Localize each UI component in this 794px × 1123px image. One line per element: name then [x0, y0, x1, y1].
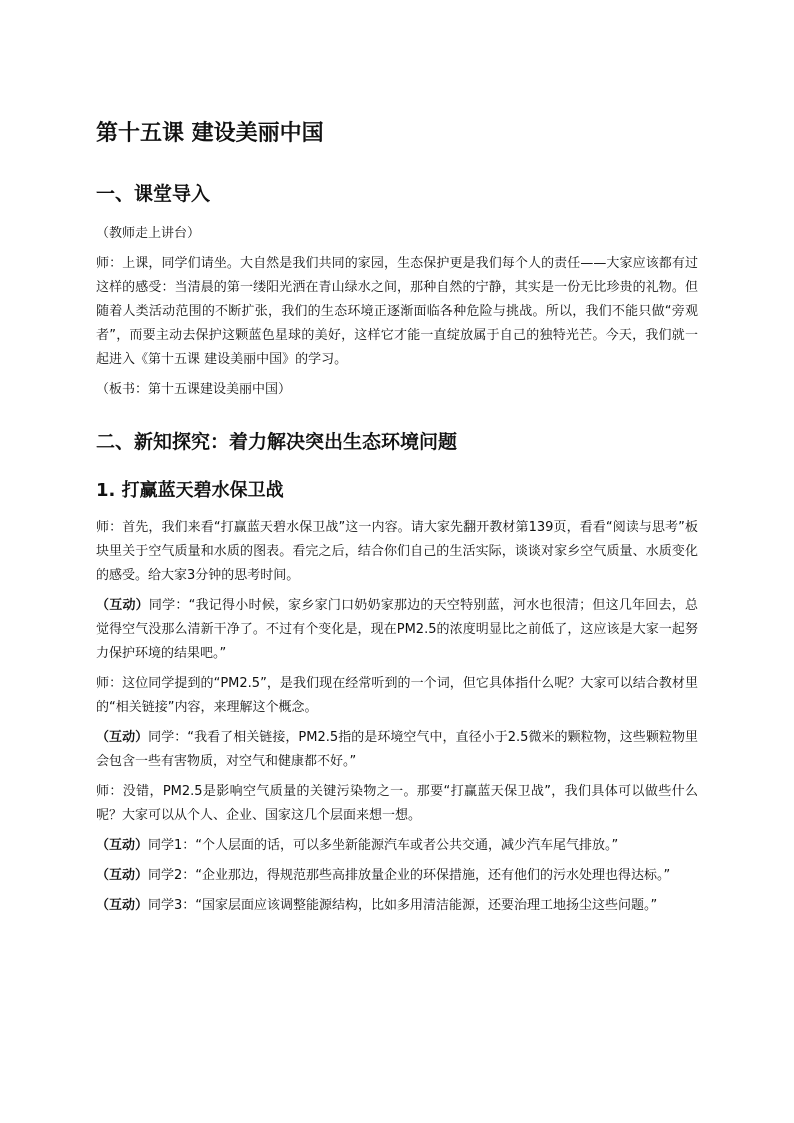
speaker-label: 师：: [96, 256, 123, 271]
paragraph-text: 同学：“我看了相关链接，PM2.5指的是环境空气中，直径小于2.5微米的颗粒物，这些颗粒物里会包含一些有害物质，对空气和健康都不好。”: [96, 730, 698, 769]
paragraph-text: 同学1：“个人层面的话，可以多坐新能源汽车或者公共交通，减少汽车尾气排放。”: [148, 838, 619, 853]
subsection-heading: 1. 打赢蓝天碧水保卫战: [96, 480, 284, 501]
dialogue-paragraph: [96, 594, 698, 666]
dialogue-paragraph: [96, 780, 698, 828]
dialogue-paragraph: [96, 726, 698, 774]
interaction-tag: （互动）: [96, 838, 149, 853]
speaker-label: 师：: [96, 676, 123, 691]
dialogue-paragraph: [96, 864, 698, 888]
teacher-paragraph: [96, 252, 698, 372]
paragraph-text: 同学3：“国家层面应该调整能源结构，比如多用清洁能源，还要治理工地扬尘这些问题。”: [148, 898, 658, 913]
dialogue-paragraph: [96, 516, 698, 588]
speaker-label: 师：: [96, 784, 123, 799]
paragraph-text: 首先，我们来看“打赢蓝天碧水保卫战”这一内容。请大家先翻开教材第139页，看看“阅读与思考”板块里关于空气质量和水质的图表。看完之后，结合你们自己的生活实际，谈谈对家乡空气质量、水质变化的感受。给大家3分钟的思考时间。: [96, 520, 698, 583]
paragraph-text: 这位同学提到的“PM2.5”，是我们现在经常听到的一个词，但它具体指什么呢？大家可以结合教材里的“相关链接”内容，来理解这个概念。: [96, 676, 698, 715]
dialogue-paragraph: [96, 672, 698, 720]
speaker-label: 师：: [96, 520, 123, 535]
interaction-tag: （互动）: [96, 898, 149, 913]
stage-direction: （教师走上讲台）: [96, 226, 201, 241]
paragraph-text: 上课，同学们请坐。大自然是我们共同的家园，生态保护更是我们每个人的责任——大家应该都有过这样的感受：当清晨的第一缕阳光洒在青山绿水之间，那种自然的宁静，其实是一份无比珍贵的礼物。但随着人类活动范围的不断扩张，我们的生态环境正逐渐面临各种危险与挑战。所以，我们不能只做“旁观者”，而要主动去保护这颗蓝色星球的美好，这样它才能一直绽放属于自己的独特光芒。今天，我们就一起进入《第十五课 建设美丽中国》的学习。: [96, 256, 698, 367]
paragraph-text: 没错，PM2.5是影响空气质量的关键污染物之一。那要“打赢蓝天保卫战”，我们具体可以做些什么呢？大家可以从个人、企业、国家这几个层面来想一想。: [96, 784, 698, 823]
interaction-tag: （互动）: [96, 730, 149, 745]
interaction-tag: （互动）: [96, 598, 149, 613]
document-title: 第十五课 建设美丽中国: [96, 121, 324, 146]
section2-heading: 二、新知探究：着力解决突出生态环境问题: [96, 431, 458, 453]
stage-direction: （板书：第十五课建设美丽中国）: [96, 382, 292, 397]
dialogue-paragraph: [96, 894, 698, 918]
dialogue-paragraph: [96, 834, 698, 858]
paragraph-text: 同学：“我记得小时候，家乡家门口奶奶家那边的天空特别蓝，河水也很清；但这几年回去，总觉得空气没那么清新干净了。不过有个变化是，现在PM2.5的浓度明显比之前低了，这应该是大家一起努力保护环境的结果吧。”: [96, 598, 698, 661]
section1-heading: 一、课堂导入: [96, 183, 211, 205]
interaction-tag: （互动）: [96, 868, 149, 883]
paragraph-text: 同学2：“企业那边，得规范那些高排放量企业的环保措施，还有他们的污水处理也得达标。”: [148, 868, 671, 883]
